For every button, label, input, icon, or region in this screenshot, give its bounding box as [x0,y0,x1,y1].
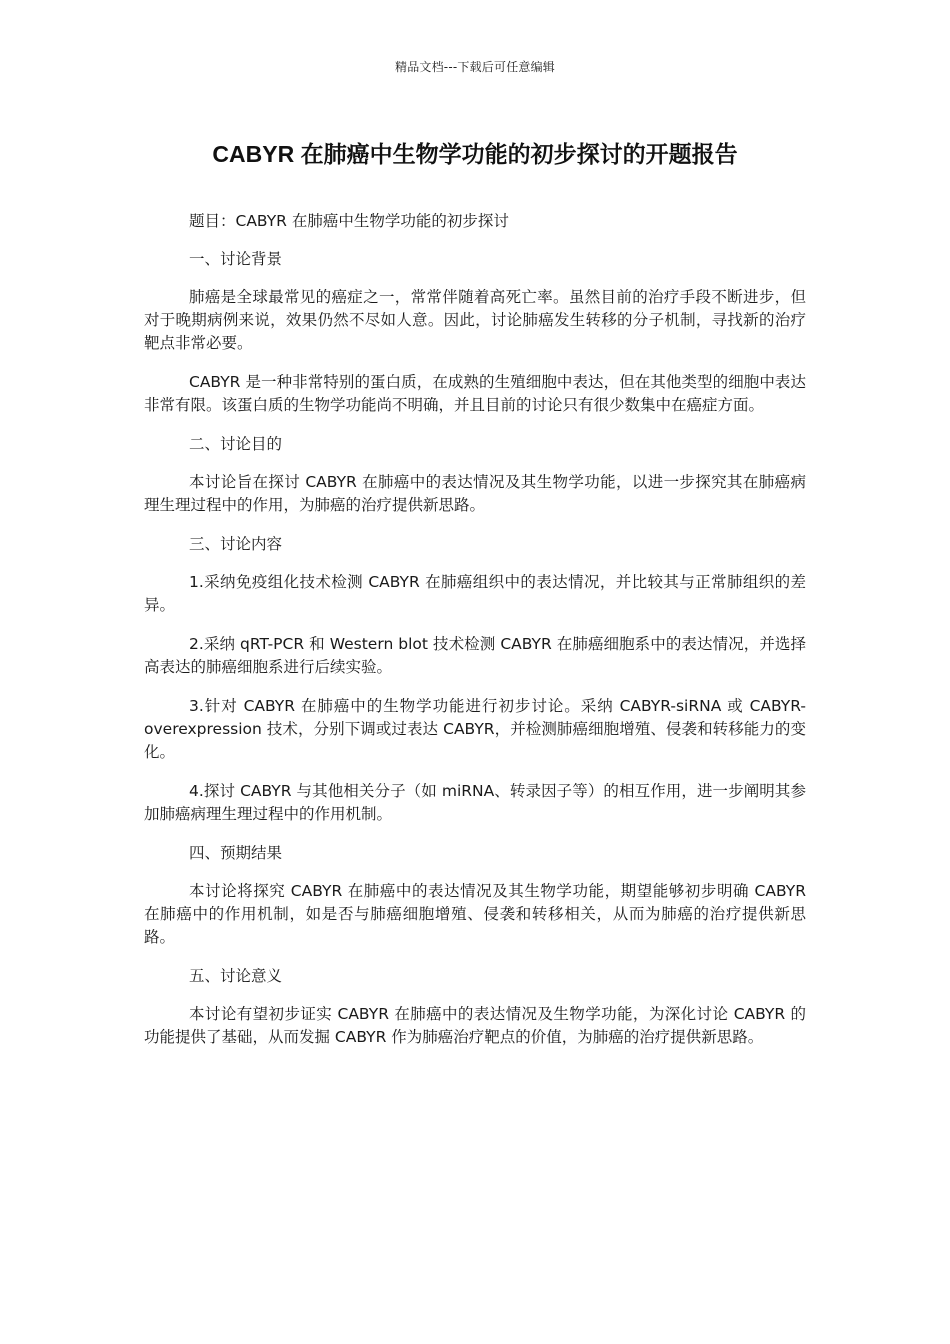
list-item: 4.探讨 CABYR 与其他相关分子（如 miRNA、转录因子等）的相互作用，进一步阐明其参加肺癌病理生理过程中的作用机制。 [144,782,806,823]
document-title: CABYR 在肺癌中生物学功能的初步探讨的开题报告 [212,141,738,167]
paragraph: 本讨论有望初步证实 CABYR 在肺癌中的表达情况及生物学功能，为深化讨论 CABYR 的功能提供了基础，从而发掘 CABYR 作为肺癌治疗靶点的价值，为肺癌的治疗提供新思路。 [144,1005,806,1046]
subject-line: 题目：CABYR 在肺癌中生物学功能的初步探讨 [189,212,509,230]
section-heading-expected-results: 四、预期结果 [189,844,283,862]
paragraph: 本讨论将探究 CABYR 在肺癌中的表达情况及其生物学功能，期望能够初步明确 CABYR 在肺癌中的作用机制，如是否与肺癌细胞增殖、侵袭和转移相关，从而为肺癌的治疗提供新思路。 [144,882,806,946]
document-body [144,210,806,1065]
section-heading-content: 三、讨论内容 [189,535,283,553]
paragraph: 肺癌是全球最常见的癌症之一，常常伴随着高死亡率。虽然目前的治疗手段不断进步，但对于晚期病例来说，效果仍然不尽如人意。因此，讨论肺癌发生转移的分子机制，寻找新的治疗靶点非常必要。 [144,288,806,352]
list-item: 1.采纳免疫组化技术检测 CABYR 在肺癌组织中的表达情况，并比较其与正常肺组织的差异。 [144,573,806,614]
header-note: 精品文档---下载后可任意编辑 [395,60,555,74]
section-heading-background: 一、讨论背景 [189,250,283,268]
paragraph: 本讨论旨在探讨 CABYR 在肺癌中的表达情况及其生物学功能，以进一步探究其在肺癌病理生理过程中的作用，为肺癌的治疗提供新思路。 [144,473,806,514]
list-item: 2.采纳 qRT-PCR 和 Western blot 技术检测 CABYR 在肺癌细胞系中的表达情况，并选择高表达的肺癌细胞系进行后续实验。 [144,635,806,676]
paragraph: CABYR 是一种非常特别的蛋白质，在成熟的生殖细胞中表达，但在其他类型的细胞中表达非常有限。该蛋白质的生物学功能尚不明确，并且目前的讨论只有很少数集中在癌症方面。 [144,373,806,414]
section-heading-significance: 五、讨论意义 [189,967,283,985]
section-heading-purpose: 二、讨论目的 [189,435,283,453]
list-item: 3.针对 CABYR 在肺癌中的生物学功能进行初步讨论。采纳 CABYR-siRNA 或 CABYR-overexpression 技术，分别下调或过表达 CABYR，并检测肺癌细胞增殖、侵袭和转移能力的变化。 [144,697,806,761]
